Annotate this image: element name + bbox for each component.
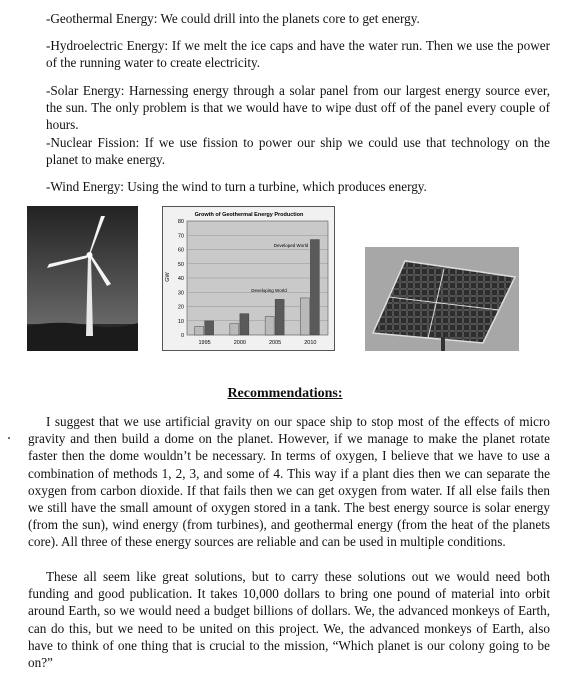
chart-title: Growth of Geothermal Energy Production [194, 212, 304, 218]
geothermal-chart [162, 206, 335, 351]
geothermal-item: -Geothermal Energy: We could drill into the planets core to get energy. [46, 11, 420, 26]
bar-developing-world-2005 [265, 316, 274, 335]
y-tick-label: 70 [177, 233, 184, 240]
y-tick-label: 30 [177, 290, 184, 297]
bar-developed-world-1995 [205, 321, 214, 335]
solar-panel-photo [365, 247, 519, 351]
annotation-developing-world: Developing World [251, 288, 287, 293]
y-tick-label: 50 [177, 261, 184, 268]
recommendations-heading: Recommendations: [227, 386, 343, 401]
wind-turbine-photo [27, 206, 138, 351]
bar-developed-world-2005 [275, 299, 284, 335]
nuclear-fission-item: -Nuclear Fission: If we use fission to power our ship we could use that technology on the planet to make energy. [46, 135, 550, 168]
annotation-developed-world: Developed World [273, 243, 309, 248]
bar-developed-world-2000 [240, 314, 249, 335]
y-tick-label: 60 [177, 247, 184, 254]
x-tick-label: 2005 [269, 340, 282, 346]
y-tick-label: 40 [177, 276, 184, 282]
wind-turbine-illustration [27, 206, 138, 351]
x-tick-label: 2010 [304, 340, 317, 346]
wind-item: -Wind Energy: Using the wind to turn a turbine, which produces energy. [46, 179, 427, 194]
bar-developed-world-2010 [310, 240, 319, 335]
recommendations-paragraph-1: I suggest that we use artificial gravity on our space ship to stop most of the effects of micro gravity and then build a dome on the planet. However, if we manage to make the planet rotate faster then the dome wouldn’t be necessary. In terms of oxygen, I believe that we have to use a combination of methods 1, 2, 3, and some of 4. This way if a plant dies then we can separate the oxygen from carbon dioxide. If that fails then we can get oxygen from water. If all else fails then we still have the small amount of oxygen stored in a tank. The best energy source is solar energy (from the sun), wind energy (from turbines), and geothermal energy (from the heat of the planets core). All three of these energy sources are reliable and can be used in multiple conditions. [28, 414, 550, 550]
y-axis-label: GW [165, 272, 171, 282]
y-tick-label: 20 [177, 304, 184, 311]
chart-svg [163, 207, 334, 350]
bar-developing-world-2010 [300, 298, 309, 335]
scan-speck [8, 437, 10, 439]
solar-panel-illustration [365, 247, 519, 351]
x-tick-label: 1995 [198, 340, 211, 346]
bar-developing-world-1995 [195, 326, 204, 335]
recommendations-paragraph-2: These all seem like great solutions, but to carry these solutions out we would need both funding and good publication. It takes 10,000 dollars to bring one pound of material into orbit around Earth, so we would need a budget billions of dollars. We, the advanced monkeys of Earth, can do this, but we need to be united on this project. We, the advanced monkeys of Earth, also have to think of one thing that is crucial to the mission, “Which planet is our colony going to be on?” [28, 569, 550, 671]
y-tick-label: 10 [177, 318, 184, 325]
x-tick-label: 2000 [233, 340, 246, 346]
solar-item: -Solar Energy: Harnessing energy through a solar panel from our largest energy source ever, the sun. The only problem is that we would have to wipe dust off of the panel every couple of hours. [46, 83, 550, 133]
hydroelectric-item: -Hydroelectric Energy: If we melt the ice caps and have the water run. Then we use the power of the running water to create electricity. [46, 38, 550, 71]
y-tick-label: 0 [180, 333, 184, 339]
y-tick-label: 80 [177, 219, 184, 225]
bar-developing-world-2000 [230, 324, 239, 335]
